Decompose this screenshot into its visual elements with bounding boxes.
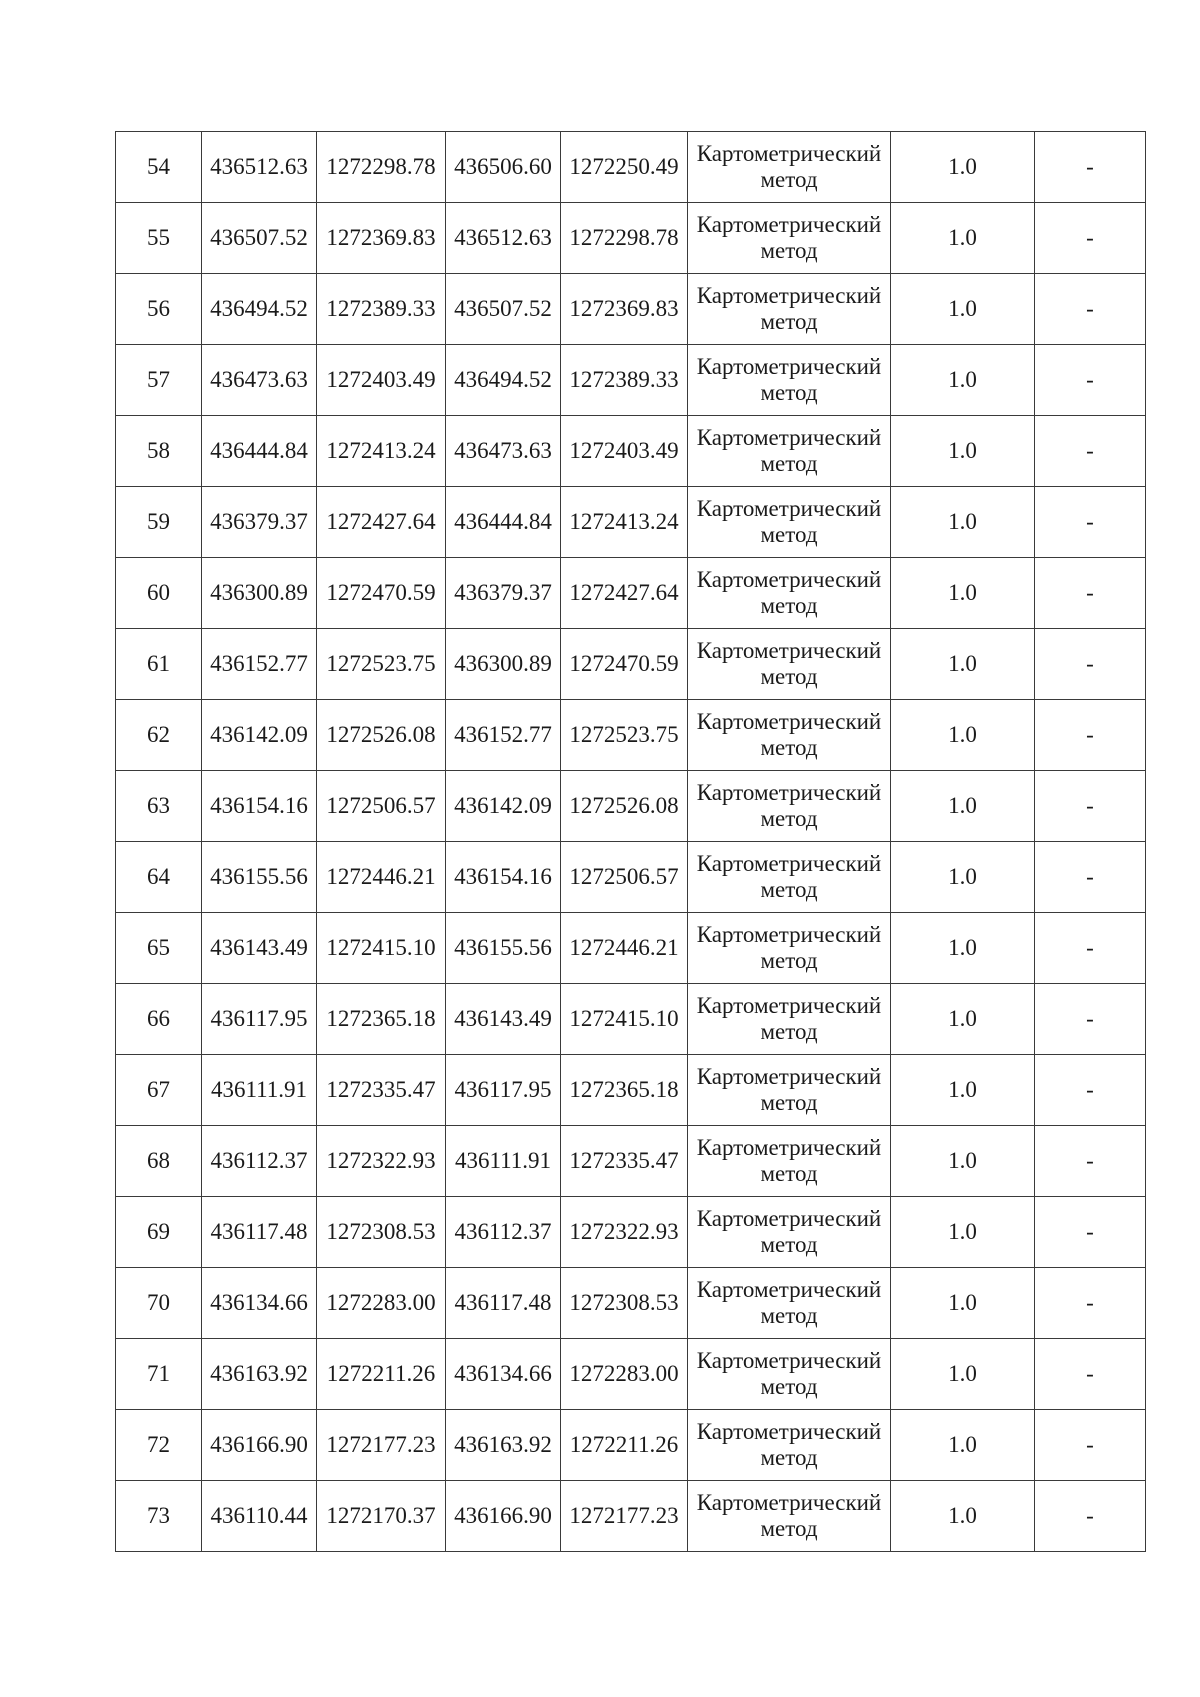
- accuracy-cell: 1.0: [891, 558, 1035, 629]
- y-coordinate-cell: 1272335.47: [317, 1055, 446, 1126]
- method-cell: [688, 345, 891, 416]
- method-cell: [688, 416, 891, 487]
- point-number-cell: 67: [116, 1055, 202, 1126]
- previous-y-coordinate-cell: 1272415.10: [561, 984, 688, 1055]
- previous-y-coordinate-cell: 1272369.83: [561, 274, 688, 345]
- note-cell: -: [1035, 1481, 1146, 1552]
- table-row: [116, 629, 1146, 700]
- accuracy-cell: 1.0: [891, 771, 1035, 842]
- note-cell: -: [1035, 984, 1146, 1055]
- method-line-1: Картометрический: [696, 1135, 882, 1160]
- accuracy-cell: 1.0: [891, 1268, 1035, 1339]
- previous-y-coordinate-cell: 1272523.75: [561, 700, 688, 771]
- method-line-2: метод: [760, 380, 818, 405]
- table-row: [116, 1126, 1146, 1197]
- y-coordinate-cell: 1272177.23: [317, 1410, 446, 1481]
- method-cell: [688, 842, 891, 913]
- table-row: [116, 558, 1146, 629]
- table-row: [116, 1055, 1146, 1126]
- x-coordinate-cell: 436154.16: [202, 771, 317, 842]
- y-coordinate-cell: 1272427.64: [317, 487, 446, 558]
- x-coordinate-cell: 436512.63: [202, 132, 317, 203]
- previous-y-coordinate-cell: 1272389.33: [561, 345, 688, 416]
- note-cell: -: [1035, 629, 1146, 700]
- accuracy-cell: 1.0: [891, 1197, 1035, 1268]
- note-cell: -: [1035, 771, 1146, 842]
- note-cell: -: [1035, 203, 1146, 274]
- method-line-2: метод: [760, 1019, 818, 1044]
- previous-y-coordinate-cell: 1272283.00: [561, 1339, 688, 1410]
- previous-y-coordinate-cell: 1272470.59: [561, 629, 688, 700]
- point-number-cell: 66: [116, 984, 202, 1055]
- previous-y-coordinate-cell: 1272335.47: [561, 1126, 688, 1197]
- previous-y-coordinate-cell: 1272506.57: [561, 842, 688, 913]
- accuracy-cell: 1.0: [891, 1055, 1035, 1126]
- point-number-cell: 70: [116, 1268, 202, 1339]
- x-coordinate-cell: 436166.90: [202, 1410, 317, 1481]
- method-line-2: метод: [760, 1445, 818, 1470]
- x-coordinate-cell: 436473.63: [202, 345, 317, 416]
- note-cell: -: [1035, 416, 1146, 487]
- method-line-1: Картометрический: [696, 567, 882, 592]
- accuracy-cell: 1.0: [891, 487, 1035, 558]
- y-coordinate-cell: 1272526.08: [317, 700, 446, 771]
- previous-y-coordinate-cell: 1272446.21: [561, 913, 688, 984]
- method-cell: [688, 487, 891, 558]
- x-coordinate-cell: 436112.37: [202, 1126, 317, 1197]
- previous-y-coordinate-cell: 1272365.18: [561, 1055, 688, 1126]
- method-line-2: метод: [760, 1232, 818, 1257]
- point-number-cell: 56: [116, 274, 202, 345]
- x-coordinate-cell: 436134.66: [202, 1268, 317, 1339]
- y-coordinate-cell: 1272322.93: [317, 1126, 446, 1197]
- previous-y-coordinate-cell: 1272298.78: [561, 203, 688, 274]
- method-cell: [688, 203, 891, 274]
- x-coordinate-cell: 436142.09: [202, 700, 317, 771]
- method-line-2: метод: [760, 1516, 818, 1541]
- method-line-1: Картометрический: [696, 1277, 882, 1302]
- method-line-1: Картометрический: [696, 993, 882, 1018]
- previous-x-coordinate-cell: 436512.63: [446, 203, 561, 274]
- method-line-2: метод: [760, 167, 818, 192]
- accuracy-cell: 1.0: [891, 700, 1035, 771]
- previous-x-coordinate-cell: 436117.95: [446, 1055, 561, 1126]
- method-line-2: метод: [760, 735, 818, 760]
- method-line-1: Картометрический: [696, 1419, 882, 1444]
- accuracy-cell: 1.0: [891, 984, 1035, 1055]
- table-row: [116, 1481, 1146, 1552]
- accuracy-cell: 1.0: [891, 629, 1035, 700]
- method-line-2: метод: [760, 1374, 818, 1399]
- x-coordinate-cell: 436379.37: [202, 487, 317, 558]
- method-line-1: Картометрический: [696, 922, 882, 947]
- previous-x-coordinate-cell: 436117.48: [446, 1268, 561, 1339]
- previous-x-coordinate-cell: 436494.52: [446, 345, 561, 416]
- point-number-cell: 69: [116, 1197, 202, 1268]
- previous-y-coordinate-cell: 1272427.64: [561, 558, 688, 629]
- point-number-cell: 62: [116, 700, 202, 771]
- point-number-cell: 64: [116, 842, 202, 913]
- accuracy-cell: 1.0: [891, 132, 1035, 203]
- method-line-2: метод: [760, 877, 818, 902]
- method-line-2: метод: [760, 664, 818, 689]
- method-cell: [688, 629, 891, 700]
- previous-y-coordinate-cell: 1272250.49: [561, 132, 688, 203]
- point-number-cell: 58: [116, 416, 202, 487]
- method-line-1: Картометрический: [696, 1348, 882, 1373]
- method-cell: [688, 1055, 891, 1126]
- method-cell: [688, 1339, 891, 1410]
- table-row: [116, 842, 1146, 913]
- method-line-2: метод: [760, 806, 818, 831]
- method-cell: [688, 771, 891, 842]
- method-line-1: Картометрический: [696, 212, 882, 237]
- method-line-2: метод: [760, 1303, 818, 1328]
- table-row: [116, 487, 1146, 558]
- previous-x-coordinate-cell: 436112.37: [446, 1197, 561, 1268]
- previous-x-coordinate-cell: 436166.90: [446, 1481, 561, 1552]
- method-line-1: Картометрический: [696, 425, 882, 450]
- method-cell: [688, 558, 891, 629]
- method-line-1: Картометрический: [696, 141, 882, 166]
- previous-x-coordinate-cell: 436507.52: [446, 274, 561, 345]
- accuracy-cell: 1.0: [891, 842, 1035, 913]
- method-cell: [688, 913, 891, 984]
- y-coordinate-cell: 1272413.24: [317, 416, 446, 487]
- y-coordinate-cell: 1272369.83: [317, 203, 446, 274]
- previous-y-coordinate-cell: 1272211.26: [561, 1410, 688, 1481]
- point-number-cell: 73: [116, 1481, 202, 1552]
- method-line-1: Картометрический: [696, 1490, 882, 1515]
- table-row: [116, 203, 1146, 274]
- point-number-cell: 71: [116, 1339, 202, 1410]
- table-row: [116, 274, 1146, 345]
- note-cell: -: [1035, 1197, 1146, 1268]
- table-row: [116, 1197, 1146, 1268]
- method-line-1: Картометрический: [696, 283, 882, 308]
- previous-y-coordinate-cell: 1272403.49: [561, 416, 688, 487]
- y-coordinate-cell: 1272403.49: [317, 345, 446, 416]
- y-coordinate-cell: 1272470.59: [317, 558, 446, 629]
- previous-x-coordinate-cell: 436473.63: [446, 416, 561, 487]
- method-line-1: Картометрический: [696, 780, 882, 805]
- previous-x-coordinate-cell: 436154.16: [446, 842, 561, 913]
- method-cell: [688, 132, 891, 203]
- accuracy-cell: 1.0: [891, 345, 1035, 416]
- method-line-1: Картометрический: [696, 638, 882, 663]
- method-line-1: Картометрический: [696, 1064, 882, 1089]
- y-coordinate-cell: 1272389.33: [317, 274, 446, 345]
- accuracy-cell: 1.0: [891, 1126, 1035, 1197]
- previous-y-coordinate-cell: 1272413.24: [561, 487, 688, 558]
- point-number-cell: 57: [116, 345, 202, 416]
- point-number-cell: 65: [116, 913, 202, 984]
- method-line-1: Картометрический: [696, 1206, 882, 1231]
- x-coordinate-cell: 436111.91: [202, 1055, 317, 1126]
- coordinates-table: [115, 131, 1146, 1552]
- method-line-2: метод: [760, 238, 818, 263]
- point-number-cell: 54: [116, 132, 202, 203]
- x-coordinate-cell: 436163.92: [202, 1339, 317, 1410]
- previous-x-coordinate-cell: 436506.60: [446, 132, 561, 203]
- note-cell: -: [1035, 558, 1146, 629]
- y-coordinate-cell: 1272283.00: [317, 1268, 446, 1339]
- method-line-2: метод: [760, 309, 818, 334]
- previous-x-coordinate-cell: 436111.91: [446, 1126, 561, 1197]
- method-cell: [688, 1410, 891, 1481]
- point-number-cell: 63: [116, 771, 202, 842]
- point-number-cell: 68: [116, 1126, 202, 1197]
- accuracy-cell: 1.0: [891, 274, 1035, 345]
- previous-x-coordinate-cell: 436163.92: [446, 1410, 561, 1481]
- point-number-cell: 61: [116, 629, 202, 700]
- previous-y-coordinate-cell: 1272526.08: [561, 771, 688, 842]
- x-coordinate-cell: 436507.52: [202, 203, 317, 274]
- point-number-cell: 59: [116, 487, 202, 558]
- point-number-cell: 72: [116, 1410, 202, 1481]
- y-coordinate-cell: 1272308.53: [317, 1197, 446, 1268]
- x-coordinate-cell: 436300.89: [202, 558, 317, 629]
- method-line-1: Картометрический: [696, 354, 882, 379]
- method-line-2: метод: [760, 451, 818, 476]
- table-row: [116, 913, 1146, 984]
- method-cell: [688, 274, 891, 345]
- x-coordinate-cell: 436117.95: [202, 984, 317, 1055]
- note-cell: -: [1035, 345, 1146, 416]
- y-coordinate-cell: 1272298.78: [317, 132, 446, 203]
- note-cell: -: [1035, 274, 1146, 345]
- table-row: [116, 700, 1146, 771]
- note-cell: -: [1035, 1055, 1146, 1126]
- x-coordinate-cell: 436444.84: [202, 416, 317, 487]
- previous-x-coordinate-cell: 436152.77: [446, 700, 561, 771]
- method-line-2: метод: [760, 948, 818, 973]
- y-coordinate-cell: 1272446.21: [317, 842, 446, 913]
- table-row: [116, 1268, 1146, 1339]
- accuracy-cell: 1.0: [891, 1339, 1035, 1410]
- table-body: [116, 132, 1146, 1552]
- previous-y-coordinate-cell: 1272308.53: [561, 1268, 688, 1339]
- note-cell: -: [1035, 1268, 1146, 1339]
- note-cell: -: [1035, 842, 1146, 913]
- y-coordinate-cell: 1272523.75: [317, 629, 446, 700]
- note-cell: -: [1035, 132, 1146, 203]
- note-cell: -: [1035, 1339, 1146, 1410]
- table-row: [116, 416, 1146, 487]
- previous-y-coordinate-cell: 1272177.23: [561, 1481, 688, 1552]
- method-line-2: метод: [760, 1090, 818, 1115]
- point-number-cell: 55: [116, 203, 202, 274]
- method-cell: [688, 1126, 891, 1197]
- table-row: [116, 345, 1146, 416]
- previous-x-coordinate-cell: 436155.56: [446, 913, 561, 984]
- method-cell: [688, 1197, 891, 1268]
- note-cell: -: [1035, 700, 1146, 771]
- y-coordinate-cell: 1272365.18: [317, 984, 446, 1055]
- y-coordinate-cell: 1272506.57: [317, 771, 446, 842]
- method-cell: [688, 1268, 891, 1339]
- table-row: [116, 1339, 1146, 1410]
- x-coordinate-cell: 436155.56: [202, 842, 317, 913]
- accuracy-cell: 1.0: [891, 416, 1035, 487]
- method-cell: [688, 1481, 891, 1552]
- point-number-cell: 60: [116, 558, 202, 629]
- previous-x-coordinate-cell: 436379.37: [446, 558, 561, 629]
- accuracy-cell: 1.0: [891, 1410, 1035, 1481]
- x-coordinate-cell: 436152.77: [202, 629, 317, 700]
- accuracy-cell: 1.0: [891, 1481, 1035, 1552]
- table-row: [116, 1410, 1146, 1481]
- method-cell: [688, 700, 891, 771]
- method-line-1: Картометрический: [696, 709, 882, 734]
- method-line-2: метод: [760, 1161, 818, 1186]
- previous-x-coordinate-cell: 436444.84: [446, 487, 561, 558]
- y-coordinate-cell: 1272415.10: [317, 913, 446, 984]
- y-coordinate-cell: 1272211.26: [317, 1339, 446, 1410]
- method-line-2: метод: [760, 522, 818, 547]
- method-line-1: Картометрический: [696, 496, 882, 521]
- note-cell: -: [1035, 1126, 1146, 1197]
- table-row: [116, 132, 1146, 203]
- x-coordinate-cell: 436117.48: [202, 1197, 317, 1268]
- x-coordinate-cell: 436143.49: [202, 913, 317, 984]
- accuracy-cell: 1.0: [891, 203, 1035, 274]
- method-line-2: метод: [760, 593, 818, 618]
- previous-x-coordinate-cell: 436142.09: [446, 771, 561, 842]
- note-cell: -: [1035, 487, 1146, 558]
- x-coordinate-cell: 436110.44: [202, 1481, 317, 1552]
- y-coordinate-cell: 1272170.37: [317, 1481, 446, 1552]
- note-cell: -: [1035, 1410, 1146, 1481]
- note-cell: -: [1035, 913, 1146, 984]
- method-line-1: Картометрический: [696, 851, 882, 876]
- previous-x-coordinate-cell: 436300.89: [446, 629, 561, 700]
- previous-x-coordinate-cell: 436143.49: [446, 984, 561, 1055]
- x-coordinate-cell: 436494.52: [202, 274, 317, 345]
- accuracy-cell: 1.0: [891, 913, 1035, 984]
- method-cell: [688, 984, 891, 1055]
- previous-x-coordinate-cell: 436134.66: [446, 1339, 561, 1410]
- previous-y-coordinate-cell: 1272322.93: [561, 1197, 688, 1268]
- table-row: [116, 771, 1146, 842]
- table-row: [116, 984, 1146, 1055]
